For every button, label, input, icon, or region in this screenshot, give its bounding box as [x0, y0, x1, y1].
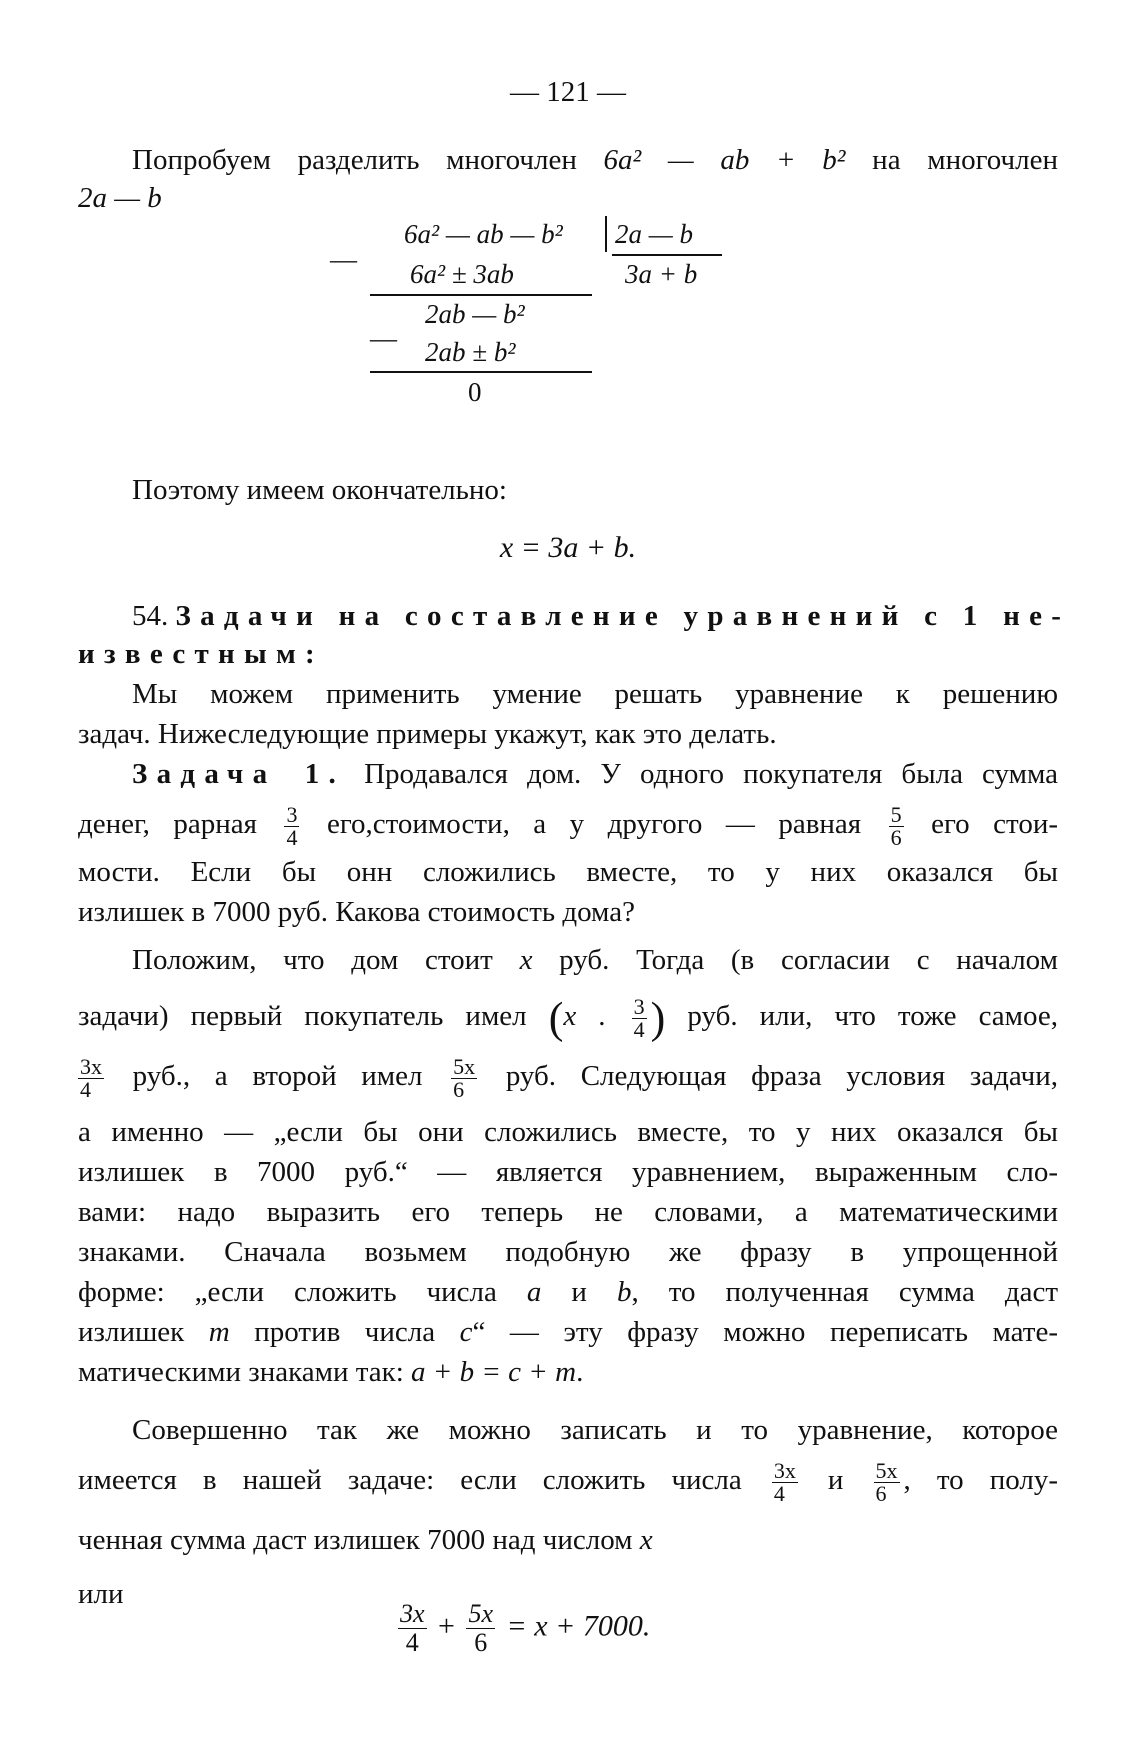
para2-line-10: матическими знаками так: a + b = c + m. [78, 1356, 584, 1388]
divisor-underline [612, 254, 722, 256]
section-number: 54. [132, 600, 169, 632]
division-result: 0 [468, 377, 482, 407]
page-number: — 121 — [510, 76, 626, 108]
task1-line-3: мости. Если бы онн сложились вместе, то у них оказался бы [78, 856, 1058, 888]
division-rule-1 [370, 294, 592, 296]
fraction-three-quarters-2: $\frac{3}{4}$ [633, 994, 645, 1042]
fraction-three-quarters: $\frac{3}{4}$ [286, 802, 298, 850]
task1-label: Задача 1. [132, 758, 346, 790]
division-rule-2 [370, 371, 592, 373]
para3-line-4: или [78, 1578, 124, 1610]
section-heading [78, 596, 1071, 636]
para2-line-9: излишек m против числа c“ — эту фразу можно переписать мате- [78, 1316, 1058, 1348]
division-dividend: 6a² — ab — b² [404, 219, 563, 249]
therefore-line: Поэтому имеем окончательно: [132, 474, 507, 506]
intro-line-2: 2a — b [78, 182, 162, 214]
fraction-five-sixths: $\frac{5}{6}$ [890, 802, 902, 850]
division-bracket [605, 216, 607, 252]
intro-line-1: Попробуем разделить многочлен 6a² — ab + b² на многочлен [132, 144, 1058, 176]
division-minus-2: — [370, 323, 397, 353]
para2-line-1: Положим, что дом стоит x руб. Тогда (в согласии с началом [132, 944, 1058, 976]
eq-fraction-5x-over-6: $\frac{5x}{6}$ [468, 1599, 494, 1657]
para3-line-1: Совершенно так же можно записать и то уравнение, которое [132, 1414, 1058, 1446]
fraction-3x-over-4-b: $\frac{3x}{4}$ [773, 1458, 796, 1506]
polynomial-dividend: 6a² — ab + b² [603, 144, 846, 176]
fraction-3x-over-4: $\frac{3x}{4}$ [80, 1054, 102, 1102]
section-title: Задачи на составление уравнений с 1 не- [175, 600, 1071, 632]
para2-line-6: вами: надо выразить его теперь не словами, а математическими [78, 1196, 1058, 1228]
para3-line-3: ченная сумма даст излишек 7000 над числом x [78, 1524, 653, 1556]
division-remainder-1: 2ab — b² [425, 299, 525, 329]
division-subtrahend-2: 2ab ± b² [425, 337, 516, 367]
fraction-5x-over-6-b: $\frac{5x}{6}$ [875, 1458, 898, 1506]
division-divisor: 2a — b [615, 219, 694, 249]
division-subtrahend-1: 6a² ± 3ab [410, 259, 514, 289]
para2-line-4: а именно — „если бы они сложились вместе, то у них оказался бы [78, 1116, 1058, 1148]
para2-line-2: задачи) первый покупатель имел (x . $\frac{3}{4}$ ) руб. или, что тоже самое, [78, 993, 1059, 1043]
section-heading-cont: известным: [78, 638, 324, 670]
main-equation: $\frac{3x}{4}$ + $\frac{5x}{6}$ = x + 7000. [400, 1599, 651, 1657]
para3-line-2: имеется в нашей задаче: если сложить числа $\frac{3x}{4}$ и $\frac{5x}{6}$ , то полу- [78, 1458, 1058, 1506]
para2-line-7: знаками. Сначала возьмем подобную же фразу в упрощенной [78, 1236, 1058, 1268]
para2-line-5: излишек в 7000 руб.“ — является уравнением, выраженным сло- [78, 1156, 1058, 1188]
fraction-5x-over-6: $\frac{5x}{6}$ [453, 1054, 476, 1102]
division-minus-1: — [330, 244, 357, 274]
para2-line-8: форме: „если сложить числа a и b, то полученная сумма даст [78, 1276, 1059, 1308]
task1-line-2: денег, рарная $\frac{3}{4}$ его,стоимости, а у другого — равная $\frac{5}{6}$ его стои- [78, 802, 1058, 850]
task1-line-1: Задача 1. Продавался дом. У одного покупателя была сумма [132, 758, 1059, 790]
para2-line-3: $\frac{3x}{4}$ руб., а второй имел $\frac{5x}{6}$ руб. Следующая фраза условия задачи, [80, 1054, 1058, 1102]
para1-line-1: Мы можем применить умение решать уравнение к решению [132, 678, 1058, 710]
eq-fraction-3x-over-4: $\frac{3x}{4}$ [400, 1599, 425, 1657]
para1-line-2: задач. Нижеследующие примеры укажут, как это делать. [78, 718, 777, 750]
task1-line-4: излишек в 7000 руб. Какова стоимость дома? [78, 896, 635, 928]
division-quotient: 3a + b [625, 259, 698, 289]
final-result-equation: x = 3a + b. [499, 531, 637, 564]
